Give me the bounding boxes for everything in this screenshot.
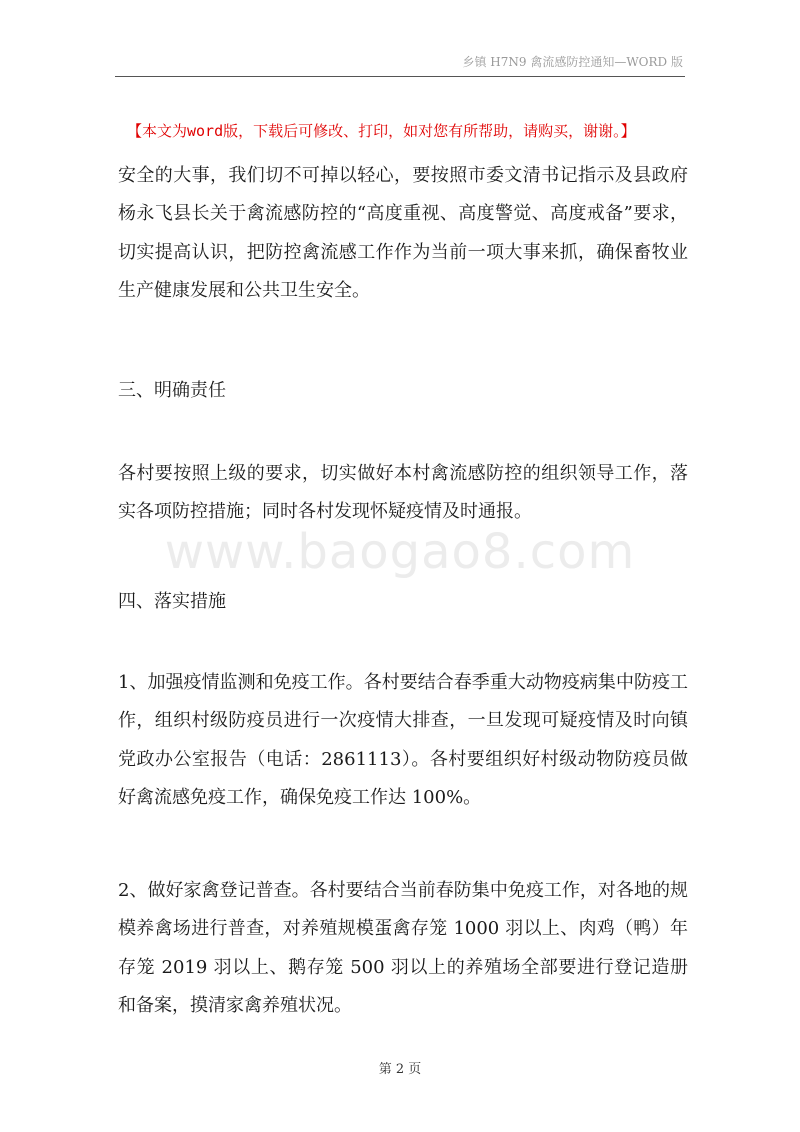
paragraph-responsibility: 各村要按照上级的要求，切实做好本村禽流感防控的组织领导工作，落实各项防控措施；同时各村发现怀疑疫情及时通报。 [118, 463, 688, 523]
running-header: 乡镇 H7N9 禽流感防控通知—WORD 版 [462, 55, 683, 69]
paragraph-measure-2: 2、做好家禽登记普查。各村要结合当前春防集中免疫工作，对各地的规模养禽场进行普查，对养殖规模蛋禽存笼 1000 羽以上、肉鸡（鸭）年存笼 2019 羽以上、鹅存笼 500 羽以上的养殖场全部要进行登记造册和备案，摸清家禽养殖状况。 [118, 880, 688, 1016]
page-number: 第 2 页 [378, 1062, 422, 1077]
section-heading-4: 四、落实措施 [118, 591, 226, 612]
purchase-notice: 【本文为word版，下载后可修改、打印，如对您有所帮助，请购买，谢谢。】 [127, 122, 636, 140]
watermark: www.baogao8.com [164, 524, 636, 580]
paragraph-intro: 安全的大事，我们切不可掉以轻心，要按照市委文清书记指示及县政府杨永飞县长关于禽流感防控的“高度重视、高度警觉、高度戒备”要求，切实提高认识，把防控禽流感工作作为当前一项大事来抓，确保畜牧业生产健康发展和公共卫生安全。 [118, 165, 688, 301]
header-divider [115, 76, 685, 77]
paragraph-measure-1: 1、加强疫情监测和免疫工作。各村要结合春季重大动物疫病集中防疫工作，组织村级防疫员进行一次疫情大排查，一旦发现可疑疫情及时向镇党政办公室报告（电话：2861113）。各村要组织好村级动物防疫员做好禽流感免疫工作，确保免疫工作达 100%。 [118, 672, 688, 808]
section-heading-3: 三、明确责任 [118, 380, 226, 401]
